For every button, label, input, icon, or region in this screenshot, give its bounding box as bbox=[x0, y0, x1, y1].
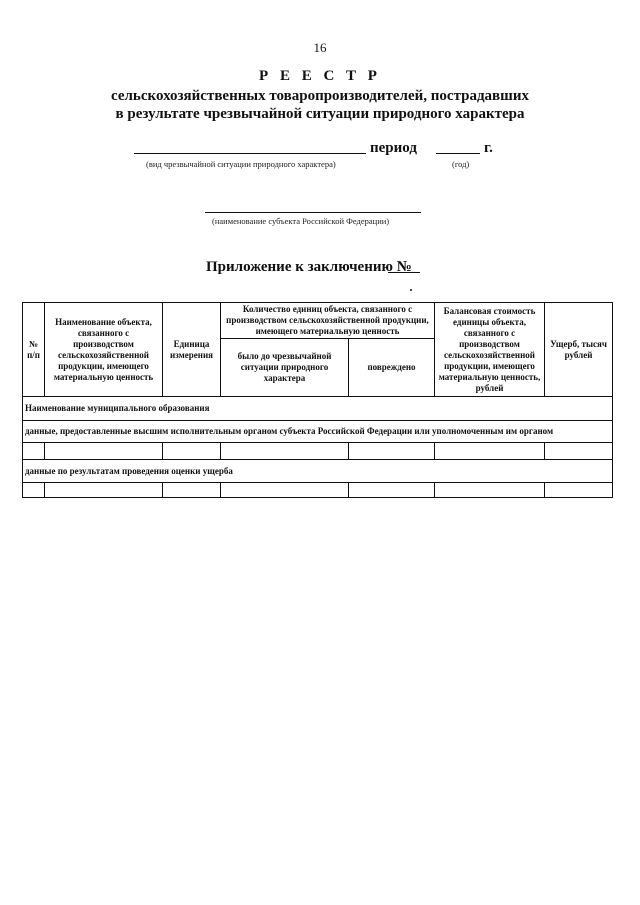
table-cell[interactable] bbox=[435, 483, 545, 498]
document-subtitle-line1: сельскохозяйственных товаропроизводителей, пострадавших bbox=[111, 88, 529, 104]
table-cell[interactable] bbox=[221, 483, 349, 498]
header-unit: Единица измерения bbox=[163, 303, 221, 397]
header-damage: Ущерб, тысяч рублей bbox=[545, 303, 613, 397]
appendix-label: Приложение к заключению № bbox=[206, 259, 412, 275]
caption-emergency-type: (вид чрезвычайной ситуации природного характера) bbox=[146, 159, 336, 169]
header-was-before: было до чрезвычайной ситуации природного характера bbox=[221, 339, 349, 397]
table-row bbox=[23, 443, 613, 460]
table-cell[interactable] bbox=[545, 443, 613, 460]
header-balance-value: Балансовая стоимость единицы объекта, связанного с производством сельскохозяйственной продукции, имеющего материальную ценность, рублей bbox=[435, 303, 545, 397]
registry-table bbox=[22, 302, 613, 498]
table-cell[interactable] bbox=[163, 483, 221, 498]
header-num: № п/п bbox=[23, 303, 45, 397]
table-cell[interactable] bbox=[221, 443, 349, 460]
row-executive-data: данные, предоставленные высшим исполнительным органом субъекта Российской Федерации или уполномоченным им органом bbox=[23, 421, 613, 443]
year-blank[interactable] bbox=[436, 153, 480, 154]
table-cell[interactable] bbox=[349, 483, 435, 498]
emergency-type-blank[interactable] bbox=[134, 153, 366, 154]
table-cell[interactable] bbox=[435, 443, 545, 460]
stray-dot bbox=[410, 289, 412, 291]
row-assessment-data: данные по результатам проведения оценки ущерба bbox=[23, 460, 613, 483]
table-cell[interactable] bbox=[45, 483, 163, 498]
header-object-name: Наименование объекта, связанного с производством сельскохозяйственной продукции, имеющего материальную ценность bbox=[45, 303, 163, 397]
table-cell[interactable] bbox=[349, 443, 435, 460]
table-cell[interactable] bbox=[163, 443, 221, 460]
header-quantity-group: Количество единиц объекта, связанного с производством сельскохозяйственной продукции, имеющего материальную ценность bbox=[221, 303, 435, 339]
table-cell[interactable] bbox=[45, 443, 163, 460]
caption-subject: (наименование субъекта Российской Федерации) bbox=[212, 216, 390, 226]
appendix-number-blank[interactable] bbox=[388, 272, 420, 273]
document-subtitle-line2: в результате чрезвычайной ситуации природного характера bbox=[115, 106, 525, 122]
table-cell[interactable] bbox=[545, 483, 613, 498]
document-title: Р Е Е С Т Р bbox=[259, 68, 381, 84]
header-damaged: повреждено bbox=[349, 339, 435, 397]
table-cell[interactable] bbox=[23, 483, 45, 498]
page-number: 16 bbox=[313, 40, 327, 55]
caption-year: (год) bbox=[452, 159, 470, 169]
period-label: период bbox=[370, 140, 417, 156]
table-row bbox=[23, 483, 613, 498]
year-suffix: г. bbox=[484, 140, 493, 156]
row-municipality: Наименование муниципального образования bbox=[23, 397, 613, 421]
table-cell[interactable] bbox=[23, 443, 45, 460]
subject-blank[interactable] bbox=[205, 212, 421, 213]
